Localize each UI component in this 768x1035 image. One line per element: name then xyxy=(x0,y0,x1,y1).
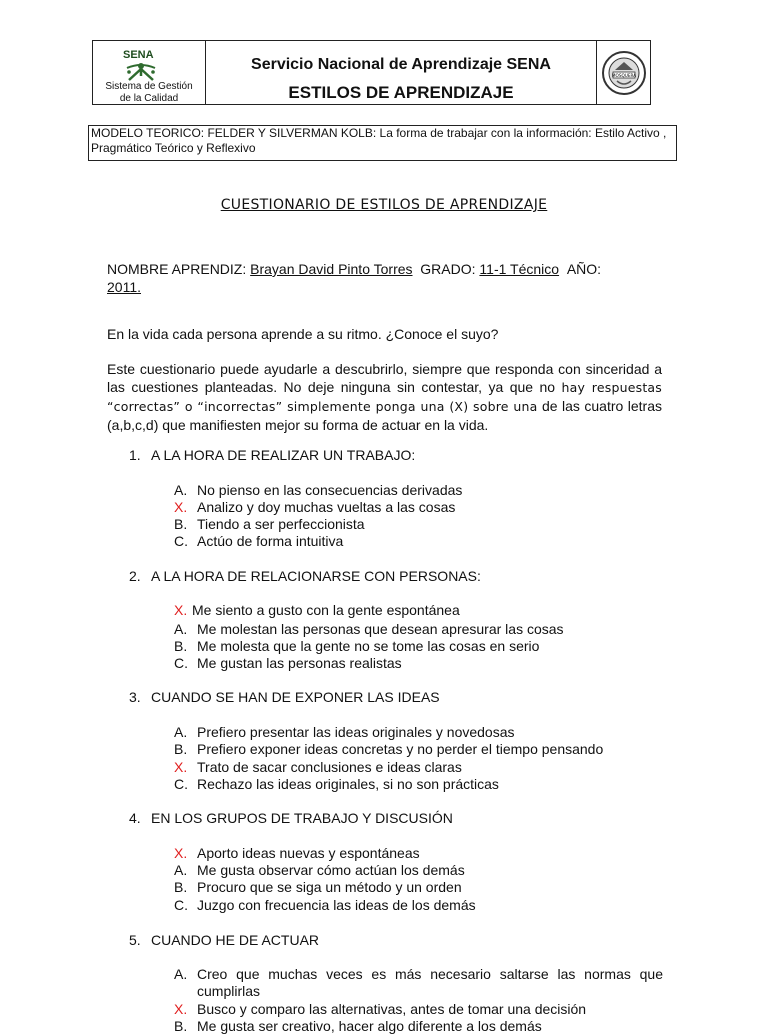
year-line xyxy=(107,278,662,296)
logo-sub-line1: Sistema de Gestión xyxy=(105,81,193,92)
option-mark: B. xyxy=(174,516,188,532)
option xyxy=(174,602,460,619)
option-mark: B. xyxy=(174,1018,188,1034)
option-mark: B. xyxy=(174,638,188,654)
question-text: A LA HORA DE REALIZAR UN TRABAJO: xyxy=(151,447,416,463)
instructions xyxy=(107,360,662,434)
option-text: Me gustan las personas realistas xyxy=(197,655,402,671)
student-grade: 11-1 Técnico xyxy=(479,261,560,277)
option-mark: A. xyxy=(174,621,188,637)
answer-mark: X. xyxy=(174,759,188,775)
option-mark: C. xyxy=(174,897,188,913)
logo-cell xyxy=(93,41,206,104)
name-label: NOMBRE APRENDIZ: xyxy=(107,261,251,277)
year-label: AÑO: xyxy=(566,261,602,277)
option xyxy=(174,897,476,914)
option-text: Creo que muchas veces es más necesario saltarse las normas que cumplirlas xyxy=(197,966,663,999)
option xyxy=(174,966,663,1000)
option-text: Prefiero presentar las ideas originales y novedosas xyxy=(197,724,515,740)
option xyxy=(174,621,564,638)
seal-text: MOSQUERA xyxy=(611,72,636,78)
option-text: Busco y comparo las alternativas, antes de tomar una decisión xyxy=(197,1001,587,1017)
option-text: No pienso en las consecuencias derivadas xyxy=(197,482,463,498)
option-text: Rechazo las ideas originales, si no son prácticas xyxy=(197,776,499,792)
option-mark: B. xyxy=(174,741,188,757)
school-seal-icon xyxy=(601,50,647,96)
logo-sub-line2: de la Calidad xyxy=(119,93,179,104)
intro-text: En la vida cada persona aprende a su ritmo. ¿Conoce el suyo? xyxy=(107,326,499,342)
header-subtitle: ESTILOS DE APRENDIZAJE xyxy=(288,83,514,102)
logo-text: SENA xyxy=(123,49,154,61)
question-5 xyxy=(129,932,319,948)
model-description: MODELO TEORICO: FELDER Y SILVERMAN KOLB: La forma de trabajar con la información: Estilo Activo , Pragmático Teórico y Reflexivo xyxy=(88,125,677,161)
option xyxy=(174,741,603,758)
document-header xyxy=(92,40,651,105)
option xyxy=(174,1018,542,1035)
option xyxy=(174,1001,586,1018)
student-year: 2011. xyxy=(107,279,141,295)
option xyxy=(174,482,462,499)
option xyxy=(174,879,462,896)
question-3 xyxy=(129,689,440,705)
option xyxy=(174,499,455,516)
option xyxy=(174,862,465,879)
option-mark: B. xyxy=(174,879,188,895)
question-2 xyxy=(129,568,481,584)
option xyxy=(174,845,420,862)
question-number: 2. xyxy=(129,568,141,584)
option xyxy=(174,759,462,776)
instructions-part2: hay respuestas “correctas” o “incorrectas” simplemente ponga una (X) sobre una xyxy=(107,380,662,414)
option-mark: C. xyxy=(174,533,188,549)
title-cell xyxy=(206,41,597,104)
option xyxy=(174,638,539,655)
question-text: CUANDO SE HAN DE EXPONER LAS IDEAS xyxy=(151,689,440,705)
answer-mark: X. xyxy=(174,1001,188,1017)
option-text: Me gusta observar cómo actúan los demás xyxy=(197,862,465,878)
instructions-part3: de las cuatro letras (a,b,c,d) que manifiesten mejor su forma de actuar en la vida. xyxy=(107,398,662,433)
option-text: Analizo y doy muchas vueltas a las cosas xyxy=(197,499,456,515)
answer-mark: X. xyxy=(174,499,188,515)
questionnaire-title: CUESTIONARIO DE ESTILOS DE APRENDIZAJE xyxy=(220,197,548,213)
question-number: 3. xyxy=(129,689,141,705)
answer-mark: X. xyxy=(174,845,188,861)
option-mark: A. xyxy=(174,482,188,498)
option-mark: A. xyxy=(174,724,188,740)
option-text: Me siento a gusto con la gente espontánea xyxy=(192,602,460,618)
option-text: Trato de sacar conclusiones e ideas claras xyxy=(197,759,462,775)
option xyxy=(174,724,515,741)
sena-logo-icon xyxy=(119,46,179,82)
logo-subtitle xyxy=(93,81,205,105)
question-text: CUANDO HE DE ACTUAR xyxy=(151,932,320,948)
seal-cell xyxy=(597,41,650,104)
student-info xyxy=(107,260,662,278)
header-title: Servicio Nacional de Aprendizaje SENA xyxy=(251,56,551,73)
option xyxy=(174,655,402,672)
option-text: Me gusta ser creativo, hacer algo diferente a los demás xyxy=(197,1018,542,1034)
grade-label: GRADO: xyxy=(420,261,480,277)
option xyxy=(174,516,365,533)
question-number: 5. xyxy=(129,932,141,948)
option-text: Prefiero exponer ideas concretas y no perder el tiempo pensando xyxy=(197,741,604,757)
option-text: Tiendo a ser perfeccionista xyxy=(197,516,365,532)
option-text: Procuro que se siga un método y un orden xyxy=(197,879,462,895)
option-text: Aporto ideas nuevas y espontáneas xyxy=(197,845,420,861)
option-mark: A. xyxy=(174,966,188,982)
instructions-part1: Este cuestionario puede ayudarle a descubrirlo, siempre que responda con sinceridad a las cuestiones planteadas. No deje ninguna sin contestar, ya que no xyxy=(107,361,662,395)
option-text: Me molesta que la gente no se tome las cosas en serio xyxy=(197,638,540,654)
option xyxy=(174,533,343,550)
question-number: 4. xyxy=(129,810,141,826)
option-text: Juzgo con frecuencia las ideas de los demás xyxy=(197,897,476,913)
question-text: EN LOS GRUPOS DE TRABAJO Y DISCUSIÓN xyxy=(151,810,453,826)
option-mark: C. xyxy=(174,776,188,792)
question-1 xyxy=(129,447,415,463)
option-text: Actúo de forma intuitiva xyxy=(197,533,344,549)
question-number: 1. xyxy=(129,447,141,463)
option xyxy=(174,776,499,793)
option-mark: C. xyxy=(174,655,188,671)
student-name: Brayan David Pinto Torres xyxy=(250,261,413,277)
option-mark: A. xyxy=(174,862,188,878)
answer-mark: X. xyxy=(174,602,188,618)
question-text: A LA HORA DE RELACIONARSE CON PERSONAS: xyxy=(151,568,481,584)
option-text: Me molestan las personas que desean apresurar las cosas xyxy=(197,621,564,637)
question-4 xyxy=(129,810,453,826)
